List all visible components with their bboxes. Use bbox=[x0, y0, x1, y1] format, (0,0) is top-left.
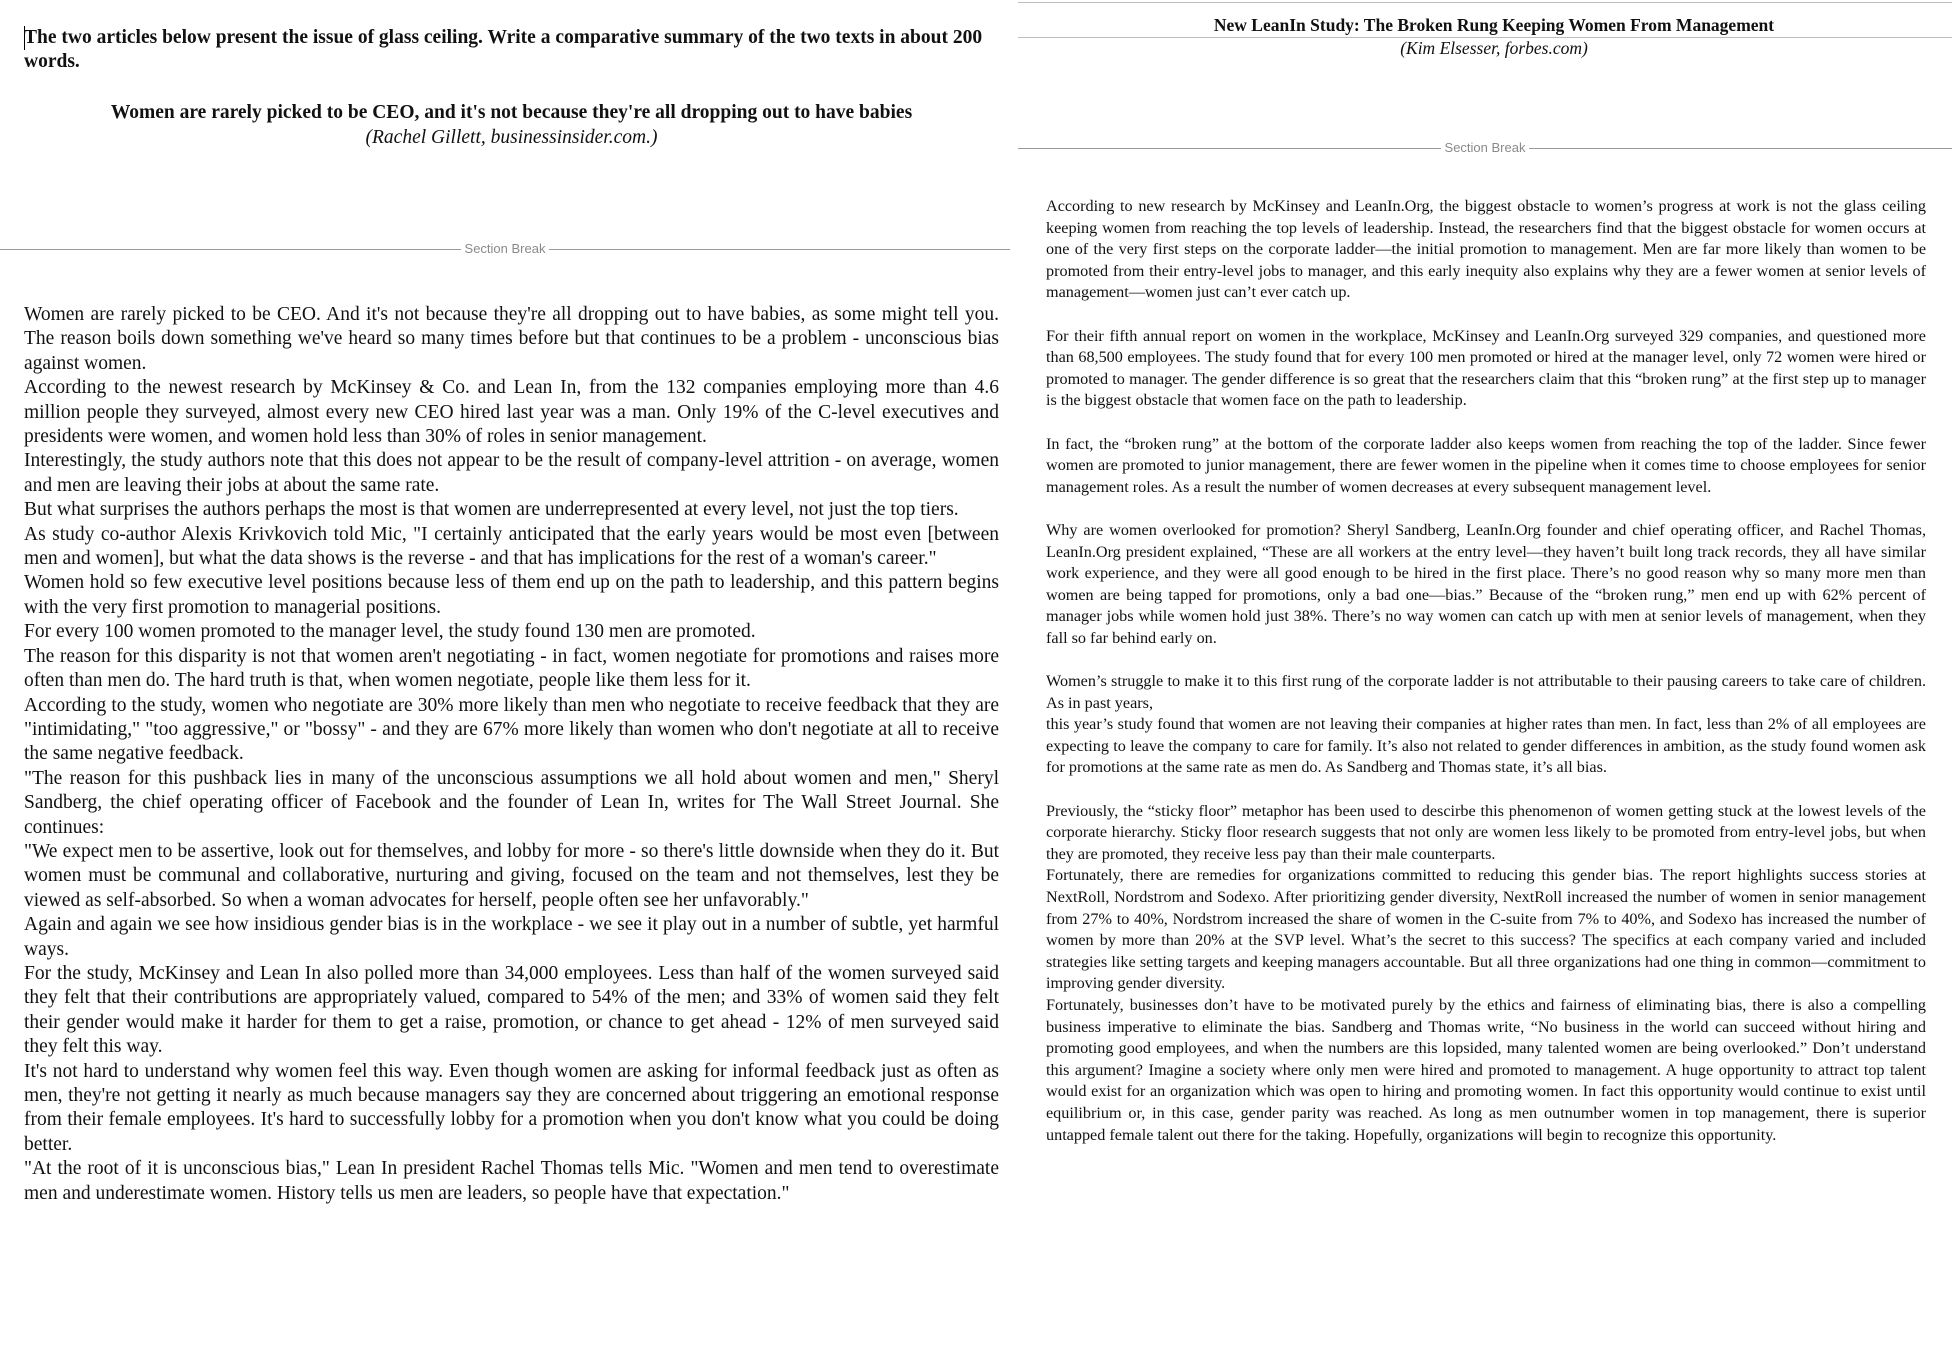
left-section-break bbox=[0, 241, 1010, 257]
left-paragraph-7: For every 100 women promoted to the manager level, the study found 130 men are promoted. bbox=[24, 621, 756, 643]
left-paragraph-14: It's not hard to understand why women feel this way. Even though women are asking for informal feedback just as often as men, they're not getting it nearly as much because managers say they are concerned about triggering an emotional response from their female employees. It's hard to successfully lobby for a promotion when you don't know what you could be doing better. bbox=[24, 1060, 999, 1155]
right-section-break bbox=[1018, 140, 1952, 156]
left-paragraph-1: Women are rarely picked to be CEO. And it's not because they're all dropping out to have babies, as some might tell you. The reason boils down something we've heard so many times before but that continues to be a problem - unconscious bias against women. bbox=[24, 304, 999, 374]
left-article-title[interactable]: Women are rarely picked to be CEO, and it's not because they're all dropping out to have babies bbox=[110, 102, 913, 123]
left-article-body[interactable] bbox=[24, 303, 999, 1206]
left-paragraph-10: "The reason for this pushback lies in many of the unconscious assumptions we all hold about women and men," Sheryl Sandberg, the chief operating officer of Facebook and the founder of Lean In, writes for The Wall Street Journal. She continues: bbox=[24, 767, 999, 838]
right-paragraph-6: this year’s study found that women are not leaving their companies at higher rates than men. In fact, less than 2% of all employees are expecting to leave the company to care for family. It’s also not related to gender differences in ambition, as the study found women ask for promotions at the same rate as men do. As Sandberg and Thomas state, it’s all bias. bbox=[1046, 715, 1926, 777]
right-document-page[interactable] bbox=[1018, 0, 1952, 1353]
section-break-label: Section Break bbox=[461, 241, 550, 257]
right-paragraph-9: Fortunately, businesses don’t have to be motivated purely by the ethics and fairness of eliminating bias, there is also a compelling business imperative to eliminate the bias. Sandberg and Thomas write, “No business in the world can succeed without hiring and promoting good employees, and when the numbers are this lopsided, many talented women are being overlooked.” Don’t understand this argument? Imagine a society where only men were hired and promoted to management. A huge opportunity to attract top talent would exist for an organization which was open to hiring and promoting women. In fact this opportunity would continue to exist until equilibrium or, in this case, gender parity was reached. As long as men outnumber women in top management, there is superior untapped female talent out there for the taking. Hopefully, organizations will begin to recognize this opportunity. bbox=[1046, 995, 1926, 1144]
right-page-top-rule bbox=[1018, 2, 1952, 3]
left-paragraph-4: But what surprises the authors perhaps the most is that women are underrepresented at every level, not just the top tiers. bbox=[24, 499, 959, 521]
right-paragraph-5: Women’s struggle to make it to this first rung of the corporate ladder is not attributable to their pausing careers to take care of children. As in past years, bbox=[1046, 672, 1926, 712]
left-paragraph-11: "We expect men to be assertive, look out for themselves, and lobby for more - so there's little downside when they do it. But women must be communal and collaborative, nurturing and giving, focused on the team and not themselves, lest they be viewed as self-absorbed. So when a woman advocates for herself, people often see her unfavorably." bbox=[24, 840, 999, 911]
left-paragraph-13: For the study, McKinsey and Lean In also polled more than 34,000 employees. Less than half of the women surveyed said they felt that their contributions are appropriately valued, compared to 54% of the men; and 33% of women said they felt their gender would make it harder for them to get a raise, promotion, or chance to get ahead - 12% of men surveyed said they felt this way. bbox=[24, 962, 999, 1058]
left-paragraph-2: According to the newest research by McKinsey & Co. and Lean In, from the 132 companies employing more than 4.6 million people they surveyed, almost every new CEO hired last year was a man. Only 19% of the C-level executives and presidents were women, and women hold less than 30% of roles in senior management. bbox=[24, 377, 999, 448]
left-paragraph-8: The reason for this disparity is not that women aren't negotiating - in fact, women negotiate for promotions and raises more often than men do. The hard truth is that, when women negotiate, people like them less for it. bbox=[24, 645, 999, 692]
left-article-source[interactable]: (Rachel Gillett, businessinsider.com.) bbox=[365, 127, 658, 148]
right-article-source[interactable]: (Kim Elsesser, forbes.com) bbox=[1400, 38, 1588, 58]
right-paragraph-2: For their fifth annual report on women in the workplace, McKinsey and LeanIn.Org surveyed 329 companies, and questioned more than 68,500 employees. The study found that for every 100 men promoted or hired at the manager level, only 72 women were hired or promoted to manager. The gender difference is so great that the researchers claim that this “broken rung” at the first step up to manager is the biggest obstacle that women face on the path to leadership. bbox=[1046, 326, 1926, 410]
left-paragraph-3: Interestingly, the study authors note that this does not appear to be the result of company-level attrition - on average, women and men are leaving their jobs at about the same rate. bbox=[24, 450, 999, 496]
assignment-instruction[interactable]: The two articles below present the issue of glass ceiling. Write a comparative summary of the two texts in about 200 words. bbox=[24, 27, 983, 72]
left-paragraph-5: As study co-author Alexis Krivkovich told Mic, "I certainly anticipated that the early years would be most even [between men and women], but what the data shows is the reverse - and that has implications for the rest of a woman's career." bbox=[24, 523, 999, 570]
left-paragraph-6: Women hold so few executive level positions because less of them end up on the path to leadership, and this pattern begins with the very first promotion to managerial positions. bbox=[24, 572, 999, 618]
left-paragraph-12: Again and again we see how insidious gender bias is in the workplace - we see it play out in a number of subtle, yet harmful ways. bbox=[24, 914, 999, 960]
right-paragraph-3: In fact, the “broken rung” at the bottom of the corporate ladder also keeps women from reaching the top of the ladder. Since fewer women are promoted to junior management, there are fewer women in the pipeline when it comes time to choose employees for senior management roles. As a result the number of women decreases at every subsequent management level. bbox=[1046, 434, 1926, 496]
right-paragraph-7: Previously, the “sticky floor” metaphor has been used to descirbe this phenomenon of women getting stuck at the lowest levels of the corporate hierarchy. Sticky floor research suggests that not only are women less likely to be promoted from entry-level jobs, but when they are promoted, they receive less pay than their male counterparts. bbox=[1046, 801, 1926, 863]
left-paragraph-15: "At the root of it is unconscious bias," Lean In president Rachel Thomas tells Mic. "Women and men tend to overestimate men and underestimate women. History tells us men are leaders, so people have that expectation." bbox=[24, 1158, 999, 1204]
right-paragraph-1: According to new research by McKinsey and LeanIn.Org, the biggest obstacle to women’s progress at work is not the glass ceiling keeping women from reaching the top levels of leadership. Instead, the researchers find that the biggest obstacle for women occurs at one of the very first steps on the corporate ladder—the initial promotion to management. Men are far more likely than women to be promoted from their entry-level jobs to manager, and this early inequity also explains why they are a fewer women at senior levels of management—women just can’t ever catch up. bbox=[1046, 197, 1926, 302]
left-paragraph-9: According to the study, women who negotiate are 30% more likely than men who negotiate to receive feedback that they are "intimidating," "too aggressive," or "bossy" - and they are 67% more likely than women who don't negotiate at all to receive the same negative feedback. bbox=[24, 694, 999, 765]
right-article-body[interactable] bbox=[1046, 196, 1926, 1146]
right-paragraph-4: Why are women overlooked for promotion? Sheryl Sandberg, LeanIn.Org founder and chief operating officer, and Rachel Thomas, LeanIn.Org president explained, “These are all workers at the entry level—they haven’t built long track records, they all have similar work experience, and they were all good enough to be hired in the first place. There’s no good reason why so many more men than women are being tapped for promotions, only a bad one—bias.” Because of the “broken rung,” men end up with 62% percent of manager jobs while women hold just 38%. There’s no way women can catch up with men at senior levels of management, when they fall so far behind early on. bbox=[1046, 520, 1926, 647]
right-paragraph-8: Fortunately, there are remedies for organizations committed to reducing this gender bias. The report highlights success stories at NextRoll, Nordstrom and Sodexo. After prioritizing gender diversity, NextRoll increased the number of women in senior management from 27% to 40%, Nordstrom increased the share of women in the C-suite from 7% to 40%, and Sodexo has increased the number of women by more than 20% at the SVP level. What’s the secret to this success? The specifics at each company varied and included strategies like setting targets and keeping managers accountable. But all three organizations had one thing in common—commitment to improving gender diversity. bbox=[1046, 866, 1926, 993]
section-break-label: Section Break bbox=[1441, 140, 1530, 156]
right-article-title[interactable]: New LeanIn Study: The Broken Rung Keeping Women From Management bbox=[1213, 15, 1775, 35]
